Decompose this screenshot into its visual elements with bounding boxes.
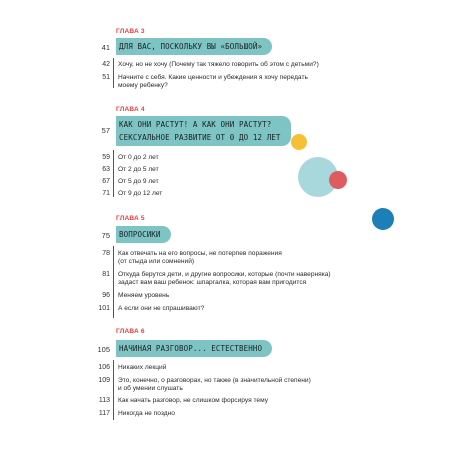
chapter-5-title-banner xyxy=(116,226,171,243)
chapter-5-title-line-1: ВОПРОСИКИ xyxy=(119,230,161,239)
entry-page: 101 xyxy=(98,305,110,312)
chapter-6-title-page: 105 xyxy=(97,345,110,354)
entry-title: От 5 до 9 лет xyxy=(118,178,159,185)
entry-title: Хочу, но не хочу (Почему так тяжело говорить об этом с детьми?) xyxy=(118,61,319,68)
entry-page: 117 xyxy=(98,410,110,417)
entry-title: От 9 до 12 лет xyxy=(118,190,163,197)
entry-title: Как отвечать на его вопросы, не потерпев поражения (от стыда или сомнений) xyxy=(118,250,282,266)
entry-title: А если они не спрашивают? xyxy=(118,305,205,312)
chapter-5-label: ГЛАВА 5 xyxy=(116,215,145,222)
chapter-6-title-line-1: НАЧИНАЯ РАЗГОВОР... ЕСТЕСТВЕННО xyxy=(119,344,263,353)
entry-page: 81 xyxy=(102,271,110,278)
blue-dot-decoration xyxy=(372,208,394,230)
entry-page: 59 xyxy=(102,154,110,161)
entry-title: Меняем уровень xyxy=(118,292,170,299)
chapter-4-title-banner xyxy=(116,116,291,146)
entry-title: Никаких лекций xyxy=(118,364,167,371)
entry-title: Начните с себя. Какие ценности и убеждения я хочу передать моему ребенку? xyxy=(118,74,308,90)
entry-page: 106 xyxy=(98,364,110,371)
entry-page: 71 xyxy=(102,190,110,197)
chapter-6-label: ГЛАВА 6 xyxy=(116,328,145,335)
chapter-6-divider xyxy=(113,360,114,420)
entry-page: 67 xyxy=(102,178,110,185)
yellow-dot-decoration xyxy=(291,134,307,150)
entry-page: 78 xyxy=(102,250,110,257)
chapter-5-title-page: 75 xyxy=(101,231,110,240)
entry-title: Никогда не поздно xyxy=(118,410,175,417)
chapter-3-divider xyxy=(113,58,114,88)
entry-page: 109 xyxy=(98,377,110,384)
entry-page: 96 xyxy=(102,292,110,299)
chapter-3-title-page: 41 xyxy=(101,43,110,52)
entry-page: 51 xyxy=(102,74,110,81)
chapter-4-title-line-2: СЕКСУАЛЬНОЕ РАЗВИТИЕ ОТ 0 ДО 12 ЛЕТ xyxy=(119,133,281,142)
chapter-3-title-line-1: ДЛЯ ВАС, ПОСКОЛЬКУ ВЫ «БОЛЬШОЙ» xyxy=(119,42,263,51)
entry-page: 42 xyxy=(102,61,110,68)
chapter-4-label: ГЛАВА 4 xyxy=(116,106,145,113)
entry-title: От 2 до 5 лет xyxy=(118,166,159,173)
entry-title: Это, конечно, о разговорах, но также (в значительной степени) и об умении слушать xyxy=(118,377,311,393)
chapter-4-title-page: 57 xyxy=(101,126,110,135)
entry-title: От 0 до 2 лет xyxy=(118,154,159,161)
chapter-4-title-line-1: КАК ОНИ РАСТУТ! А КАК ОНИ РАСТУТ? xyxy=(119,120,272,129)
entry-page: 63 xyxy=(102,166,110,173)
chapter-3-label: ГЛАВА 3 xyxy=(116,28,145,35)
chapter-4-divider xyxy=(113,150,114,197)
entry-title: Откуда берутся дети, и другие вопросики, которые (почти наверняка) задаст вам ваш ребенок: шпаргалка, которая вам пригодится xyxy=(118,271,331,287)
entry-page: 113 xyxy=(98,397,110,404)
red-dot-decoration xyxy=(329,171,347,189)
chapter-3-title-banner xyxy=(116,38,272,55)
entry-title: Как начать разговор, не слишком форсируя тему xyxy=(118,397,268,404)
chapter-5-divider xyxy=(113,246,114,318)
chapter-6-title-banner xyxy=(116,340,272,357)
